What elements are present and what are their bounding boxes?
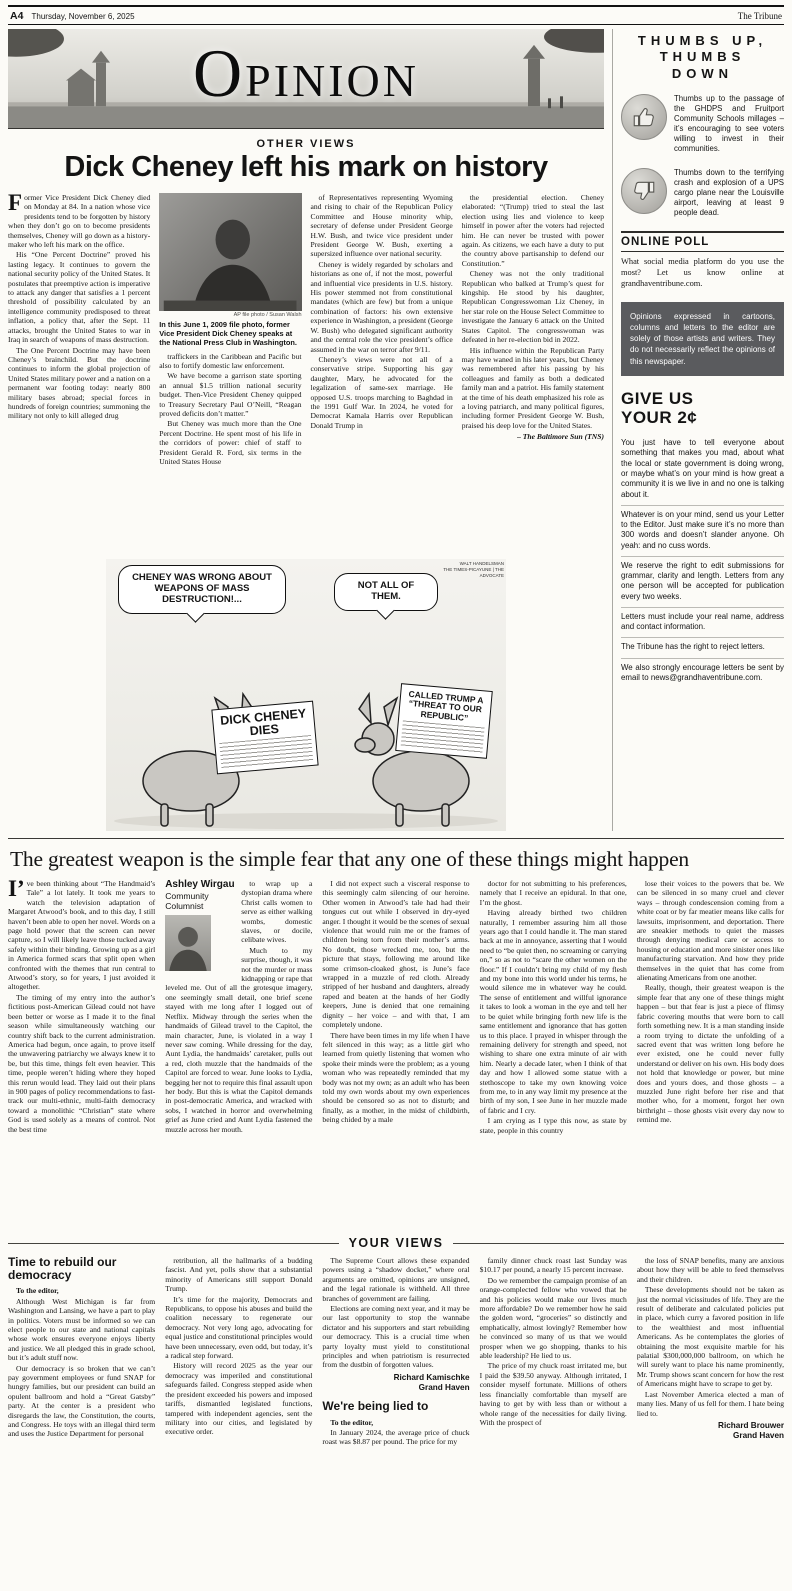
cartoon-newspaper-right (395, 683, 493, 759)
paragraph: Although West Michigan is far from Washington and Lansing, we have a part to play in politics. Voters must be informed so we can elect people to our state and national capitals whose work ensures everyone enjoys liberty and justice. We all pledged this in grade school, but it’s adult stuff now. (8, 1296, 156, 1363)
paragraph: I did not expect such a visceral response to this seemingly calm silencing of our heroine. Other women in Atwood’s tale had had their tongues cut out while I observed in dry-eyed anger. I thought it would be the scenes of sexual violence that would ruin me or the frames of children being torn from their mother’s arms. No doubt, those wrecked me, too, but the picture that stays, following me around like some crimson-cloaked ghost, is June’s face wrapped in a muzzle of red cloth. Already stripped of her husband and daughters, already raped and beaten at the hands of her Godly keepers, June is denied that one remaining dignity – her voice – and with that, I am completely undone. (322, 879, 470, 1030)
photo-caption: In this June 1, 2009 file photo, former Vice President Dick Cheney speaks at the National Press Club in Washington. (159, 319, 297, 348)
article-attribution: – The Baltimore Sun (TNS) (517, 432, 604, 442)
paragraph: These developments should not be taken as just the normal vicissitudes of life. They are the result of deliberate and calculated policies put in place, which curry a favored position in life to the wealthiest and most influential Americans. As he contemplates the glories of obtaining the most exquisite marble for his palatial $300,000,000 ballroom, on which he will surely want to place his name prominently, Mr. Trump shows scant concern for how the rest of Americans might have to scrape to get by. (636, 1285, 784, 1389)
online-poll (621, 231, 784, 290)
paragraph: Last November America elected a man of many lies. Many of us fell for them. I hate being lied to. (636, 1389, 784, 1418)
thumbs-title-line-1: THUMBS UP, (637, 33, 768, 48)
paragraph: Cheney is widely regarded by scholars and historians as one of, if not the most, powerful and influential vice presidents in U.S. history. His power stemmed not from constitutional mandates (which are few) but from a unique combination of factors: his own extensive experience in Washington, a president (George W. Bush) who delegated significant authority and the central role the vice president’s office assumed in the war on terror after 9/11. (310, 259, 453, 354)
cartoonist-publication: THE TIMES-PICAYUNE | THE ADVOCATE (443, 566, 504, 578)
column-col-2 (165, 879, 312, 1227)
column-col-4 (480, 879, 627, 1227)
letter2-signature-city: Grand Haven (733, 1431, 784, 1441)
community-column-section (8, 838, 784, 1227)
letter2-signature-name: Richard Brouwer (718, 1420, 784, 1430)
columnist-role-line-1: Community (165, 890, 209, 901)
cheney-photo (159, 193, 301, 311)
paragraph: retribution, all the hallmarks of a budding fascist. And yet, polls show that a substantial minority of Americans still support Donald Trump. (165, 1256, 313, 1294)
editorial-cartoon (106, 559, 506, 831)
paragraph: Cheney was not the only traditional Republican who balked at Trump’s quest for kingship. He stood by his daughter, Republican Congresswoman Liz Cheney, in her star role on the House Select Committee to investigate the January 6 attack on the United States Capitol. The congresswoman was defeated in her re-election bid in 2022. (461, 269, 604, 345)
photo-credit: AP file photo / Susan Walsh (233, 312, 302, 318)
article-column-2 (159, 193, 301, 549)
article-column-3 (311, 193, 453, 549)
speech-bubble-left: CHENEY WAS WRONG ABOUT WEAPONS OF MASS DESTRUCTION!... (118, 565, 286, 614)
letter1-signature-name: Richard Kamischke (393, 1372, 470, 1382)
column-headline: The greatest weapon is the simple fear that any one of these things might happen (10, 847, 689, 871)
community-column-body (8, 879, 784, 1227)
page-header-left (10, 10, 135, 22)
paragraph: The timing of my entry into the author’s fictitious post-American Gilead could not have been better or worse as I made it to the final season while simultaneously watching our country shift back to the current administration. America had begun, once again, to prove itself the unwavering patriarchy we always knew it to be, but this time, things felt even heavier. This time, people weren’t hiding where they hoped this rerun would lead. They laid out their plans in 900 pages of policy recommendations to fast-track our multi-ethnic, multi-faith democracy toward a monolithic “Christian” state where God is used solely as a means of control. Not the best time (8, 992, 156, 1134)
letter-col-2 (165, 1256, 312, 1574)
paragraph: Whatever is on your mind, send us your Letter to the Editor. Just make sure it’s no more than 300 words and doesn’t slander anyone. Oh yeah: and no cuss words. (621, 506, 784, 557)
thumbs-down-photo (621, 168, 667, 214)
paragraph: Letters must include your real name, address and contact information. (621, 608, 784, 639)
cartoon-newspaper-left (211, 701, 318, 775)
paragraph: We have become a garrison state sporting an annual $1.5 trillion national security budget. Then-Vice President Cheney quipped to Treasury Secretary Paul O’Neill, “Reagan proved deficits don’t matter.” (159, 371, 302, 418)
paragraph: The price of my chuck roast irritated me, but I paid the $39.50 anyway. Although irritated, I consider myself fortunate. Millions of others less financially comfortable than myself are having to get by with less than or without a whole range of the necessities for daily living. With the prospect of (479, 1361, 627, 1427)
thumb-up-icon (631, 104, 657, 130)
paragraph: There have been times in my life when I have felt silenced in this way; as a little girl who learned from quietly listening that women who spoke their minds were the problem; as a young woman who was repeatedly reminded that my body was not my own; as an adult who has been told my own words about my own experiences should be censored so as not to disturb; and finally, as a mother, in the midst of childbirth, being chided by a male (322, 1030, 470, 1125)
thumbs-title-line-3: DOWN (671, 65, 734, 81)
online-poll-text: What social media platform do you use the most? Let us know online at grandhaventribune.com. (621, 257, 784, 288)
portrait-silhouette-icon (159, 205, 301, 311)
section-kicker: OTHER VIEWS (256, 138, 356, 150)
page-number: A4 (10, 10, 24, 22)
letter1-headline: Time to rebuild our democracy (8, 1256, 117, 1283)
paragraph: The Tribune has the right to reject letters. (621, 638, 784, 658)
article-column-1 (8, 193, 150, 549)
paragraph: Former Vice President Dick Cheney died on Monday at 84. In a nation whose vice presidents tend to be forgotten by history when they don’t go on to become presidents themselves, Cheney will go down as a history-maker who left his mark on the office. (8, 193, 151, 250)
opinion-sidebar (612, 29, 784, 831)
letter2-headline: We're being lied to (322, 1399, 429, 1414)
give-us-your-two-cents (621, 390, 784, 688)
paragraph: Our democracy is so broken that we can’t pay government employees or fund SNAP for hungry families, but our president can build an opulent ballroom and hold a “Great Gatsby” party. At the center is a president who disregards the law, the Constitution, the courts, and Congress. He toys with an illegal third term and uses the Justice Department for personal (8, 1363, 156, 1439)
paragraph: to wrap up a dystopian drama where Christ calls women to serve as either walking wombs, domestic slaves, or docile, celibate wives. (241, 879, 313, 945)
cartoonist-name: WALT HANDELSMAN (459, 561, 504, 566)
columnist-silhouette-icon (165, 920, 211, 972)
thumbs-title-line-2: THUMBS (659, 49, 746, 65)
letter1-salutation: To the editor, (16, 1286, 59, 1296)
paragraph: In January 2024, the average price of chuck roast was $8.87 per pound. The price for my (322, 1427, 470, 1447)
letter-col-4 (480, 1256, 627, 1574)
paragraph: the presidential election. Cheney elaborated: “(Trump) tried to steal the last election using lies and violence to keep himself in power after the voters had rejected him. He can never be trusted with power again. As citizens, we each have a duty to put the country above partisanship to defend our Constitution.” (461, 193, 604, 268)
two-cents-paragraphs (621, 434, 784, 688)
thumbs-title (621, 33, 784, 82)
thumb-down-icon (631, 178, 657, 204)
columnist-byline (165, 879, 241, 974)
article-column-4-text (462, 193, 604, 430)
thumbs-up-text: Thumbs up to the passage of the GHDPS and Fruitport Community Schools millages – it’s encouraging to see voters willing to invest in their communities. (674, 93, 784, 154)
online-poll-title: ONLINE POLL (621, 231, 784, 252)
paragraph: of Representatives representing Wyoming and rising to chair of the Republican Policy Committee and House minority whip, secretary of defense under President George H.W. Bush, and twice vice president under President George W. Bush, exerting a supersized influence over national security. (310, 193, 453, 259)
letter2-col-5-text (637, 1256, 784, 1418)
cartoon-headline-left: DICK CHENEY DIES (219, 706, 307, 738)
column-col-5 (637, 879, 784, 1227)
letter1-signature (322, 1373, 469, 1394)
paragraph: History will record 2025 as the year our democracy was imperiled and constitutional safeguards failed. Congress stepped aside when the president exceeded his powers and imposed tariffs, dismantled legislated functions, tampered with independent agencies, sent the military into our cities, and legislated by executive order. (165, 1361, 313, 1437)
page-header (8, 5, 784, 25)
letter2-col-3-text (322, 1428, 469, 1447)
paragraph: His influence within the Republican Party may have waned in his later years, but Cheney was remembered after his passing by his colleagues and family as both a dedicated family man and a patriot. His family statement at the time of his death emphasized his role as a loving patriarch, and many political figures, including former President George W. Bush, praised his deep love for the United States. (461, 345, 604, 430)
two-cents-title-line-2: YOUR 2¢ (621, 407, 698, 427)
lead-article-body (8, 193, 604, 549)
letter1-col-3-text (322, 1256, 469, 1370)
paragraph: You just have to tell everyone about something that makes you mad, about what the local or state government is doing wrong, or maybe what’s on your mind is how great a community it is we live in and no one is talking about it. (621, 434, 784, 506)
cartoonist-credit (442, 561, 504, 579)
paragraph: Much to my surprise, though, it was not the murder or mass kidnapping or rape that leveled me. Out of all the grotesque imagery, one seemingly small detail, one brief scene stayed with me long after I logged out of Netflix. Midway through the series when the handmaids of Gilead travel to the Capitol, the main character, June, is violated in a way I never saw coming. While dressing for the day, Aunt Lydia, the handmaids’ caretaker, pulls out a red, cloth muzzle that the handmaids of the Capitol are forced to wear. June looks to Lydia, begging her not to require this final assault upon her body. But this is what the Capitol demands in post-democratic America, and wracked with sobs, I watched in horror and overwhelming grief as June cried and Aunt Lydia fastened the muzzle across her mouth. (165, 945, 313, 1134)
paragraph: doctor for not submitting to his preferences, namely that I receive an epidural. In that one, I’m the ghost. (479, 879, 627, 907)
paragraph: the loss of SNAP benefits, many are anxious about how they will be able to feed themselves and their children. (636, 1256, 784, 1284)
columnist-role-line-2: Columnist (165, 900, 204, 911)
columnist-name: Ashley Wirgau (165, 879, 235, 890)
main-column (8, 29, 604, 831)
paragraph: But Cheney was much more than the One Percent Doctrine. He spent most of his life in the corridors of power: chief of staff to President Gerald R. Ford, six terms in the United States House (159, 419, 302, 467)
two-cents-title (621, 390, 784, 427)
paragraph: Having already birthed two children naturally, I remember assuring him all those years ago that I could handle it. The man stared back at me in annoyance, asserting that I would need to “be quiet then, no screaming or carrying on,” so as not to “scare the other women on the floor.” If I couldn’t bring my child of my flesh and my bone into this world under his terms, he would silence me in whatever way he could. The sense of entitlement and willful ignorance it takes to look a woman in the eye and tell her to be quiet while bringing forth new life is the same entitlement and ignorance that has gotten us to this place. I prayed in whisper through the remaining delivery for strength and speed, not wishing to share one extra minute of air with him. Nearly a decade later, when I think of that day and how I allowed some statue with a stethoscope to take my own knowing voice from me, to in any way limit my presence at the birth of my son, I see June in her muzzle made of fabric and I cry. (479, 908, 627, 1115)
paragraph: I am crying as I type this now, as state by state, people in this country (479, 1116, 627, 1135)
paragraph: The One Percent Doctrine may have been Cheney’s brainchild. But the doctrine continues to inform the global projection of United States military power and a nation on a permanent war footing today: nearly 800 military bases abroad; special forces in hundreds of foreign countries; summoning the military not only to kill alleged drug (8, 345, 151, 421)
thumbs-up-item (621, 94, 784, 155)
letter-col-5 (637, 1256, 784, 1574)
article-column-2-text (159, 352, 301, 467)
letter2-signature (637, 1421, 784, 1442)
thumbs-down-text: Thumbs down to the terrifying crash and explosion of a UPS cargo plane near the Louisville airport, leaving at least 9 people dead. (674, 167, 784, 217)
paragraph: We reserve the right to edit submissions for grammar, clarity and length. Letters from any one person will be accepted for publication every two weeks. (621, 557, 784, 608)
letter2-salutation: To the editor, (330, 1417, 374, 1427)
paragraph: Do we remember the campaign promise of an orange-complected fellow who vowed that he and his policies would make our lives much more affordable? Do we remember how he said the golden word, “groceries” so distinctly and emphatically, almost lovingly? Remember how he convinced so many of us that we would prosper when we go shopping, thanks to his able leadership? He lied to us. (479, 1275, 627, 1361)
paragraph: The Supreme Court allows these expanded powers using a “shadow docket,” where oral arguments are omitted, opinions are unsigned, and the legal rationale is withheld. All three branches of government are failing. (322, 1256, 470, 1303)
columnist-photo (165, 915, 211, 971)
thumbs-down-item (621, 168, 784, 219)
your-views-header (8, 1236, 784, 1250)
your-views-title: YOUR VIEWS (348, 1236, 444, 1250)
letter-col-3 (322, 1256, 469, 1574)
your-views-letters (8, 1256, 784, 1574)
opinions-disclaimer: Opinions expressed in cartoons, columns and letters to the editor are solely of those artists and writers. They do not necessarily reflect the opinions of this newspaper. (621, 302, 784, 376)
column-col-3 (322, 879, 469, 1227)
column-col-1 (8, 879, 155, 1227)
masthead-title: OPINION (193, 35, 419, 111)
cartoon-headline-right: CALLED TRUMP A “THREAT TO OUR REPUBLIC” (408, 688, 484, 723)
article-column-4 (462, 193, 604, 549)
opinion-masthead (8, 29, 604, 129)
paragraph: Really, though, their greatest weapon is the simple fear that any one of these things might happen – but that fear is just a piece of flimsy fabric covering mouths that were born to call forth something new. It is a man standing inside a room trying to dictate the unfolding of a sacred event that was written long before he ever existed, one he could never fully understand or deliver on his own. His body does not hold that knowledge or power, but mine does and yours does, and those ghosts – a muzzled June right before her rise and that mother who, for a moment, forgot her own birthright – those ghosts visit every day now to remind me. (636, 983, 784, 1125)
thumbs-up-photo (621, 94, 667, 140)
paragraph: family dinner chuck roast last Sunday was $10.17 per pound, a nearly 15 percent increase. (479, 1256, 627, 1275)
top-section (8, 29, 784, 831)
letter-col-1 (8, 1256, 155, 1574)
paragraph: Cheney’s views were not all of a conservative stripe. Supporting his gay daughter, Mary, he advocated for the legalization of same-sex marriage. He opposed U.S. troops marching to Baghdad in the 1991 Gulf War. In 2024, he voted for Democrat Kamala Harris over Republican Donald Trump in (310, 354, 453, 430)
paper-name: The Tribune (737, 11, 782, 21)
paragraph: It’s time for the majority, Democrats and Republicans, to oppose his abuses and build the coalition necessary to regenerate our democracy. Not very long ago, advocating for equal justice and constitutional principles would have been unnecessary, even odd, but today, it’s a radical step forward. (165, 1294, 313, 1361)
paragraph: I’ve been thinking about “The Handmaid’s Tale” a lot lately. It took me years to watch the television adaptation of Margaret Atwood’s book, and to this day, I still haven’t been able to open her novel. Words on a page hold power that the screen can never capture, so I will likely leave those tucked away safely within their binding. Growing up as a girl in America formed scars that split open when confronted with the themes that run central to Atwood’s story, so for years, I just avoided it altogether. (8, 879, 156, 992)
paragraph: Elections are coming next year, and it may be our last opportunity to stop the wannabe dictator and his supporters and start rebuilding our democracy. This is a crucial time when party loyalty must yield to constitutional principles and when patriotism is resurrected from the dustbin of forgotten values. (322, 1304, 470, 1370)
letter1-col-1-text (8, 1297, 155, 1439)
paragraph: We also strongly encourage letters be sent by email to news@grandhaventribune.com. (621, 662, 784, 682)
paragraph: lose their voices to the powers that be. We can be silenced in so many cruel and clever ways – through condescension coming from a white coat or by far meatier means like calls for lawsuits, imprisonment, and deportation. There are sneakier methods to quiet the masses through denying medical care or access to housing or education and more sinister ones like manufacturing starvation. And how they pride themselves in the quiet that has come from alienating Americans from one another. (636, 879, 784, 983)
paragraph: His “One Percent Doctrine” proved his lasting legacy. It continues to govern the national security policy of the United States. It postulates that preemptive action is imperative to attack any danger that satisfies a 1 percent threshold of possibility calculated by an intelligence community predisposed to threat inflation, a policy that, after the Sept. 11 attacks, brought the United States to war in Iraq in search of weapons of mass destruction. (8, 250, 151, 345)
two-cents-title-line-1: GIVE US (621, 388, 694, 408)
paragraph: traffickers in the Caribbean and Pacific but also to fortify domestic law enforcement. (159, 351, 302, 370)
speech-bubble-right: NOT ALL OF THEM. (334, 573, 438, 611)
letter1-signature-city: Grand Haven (418, 1383, 470, 1393)
date-text: Thursday, November 6, 2025 (31, 12, 135, 21)
article-headline: Dick Cheney left his mark on history (64, 151, 548, 183)
